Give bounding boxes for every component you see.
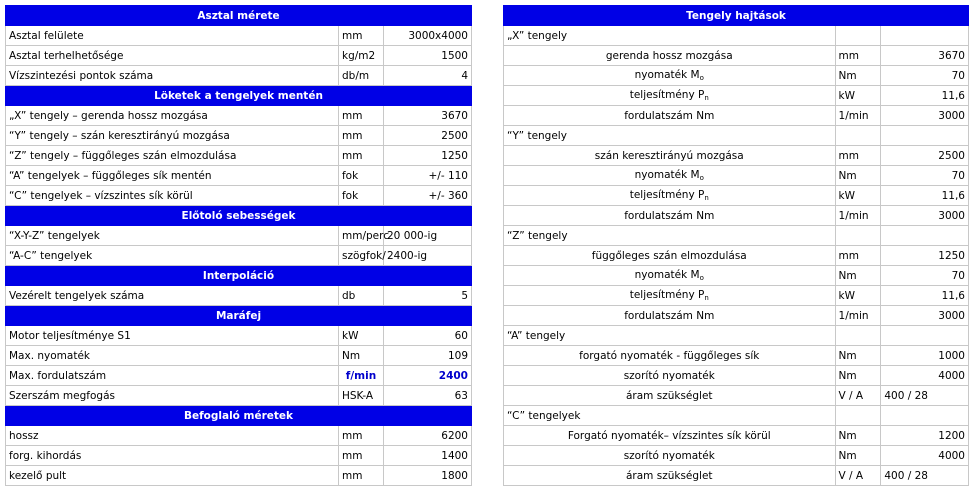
section-header-row [504,6,969,26]
section-title: Előtoló sebességek [6,206,472,226]
drive-label-text: teljesítmény P [629,289,705,301]
spec-unit: f/min [338,366,383,386]
section-title: Interpoláció [6,266,472,286]
drive-value: 1200 [881,426,969,446]
drive-label [504,466,836,486]
table-row [504,46,969,66]
drive-label [504,186,836,206]
drive-label-subscript: n [704,194,709,202]
section-title: Asztal mérete [6,6,472,26]
section-title: Löketek a tengelyek mentén [6,86,472,106]
spec-value: 6200 [384,426,472,446]
table-row [6,326,472,346]
drive-label [504,86,836,106]
spec-label: Vezérelt tengelyek száma [6,286,339,306]
spec-value: 1400 [384,446,472,466]
table-row [504,186,969,206]
drive-unit: Nm [835,66,881,86]
drive-value: 70 [881,166,969,186]
drive-unit: Nm [835,346,881,366]
table-row [6,186,472,206]
table-row [504,86,969,106]
section-title: Befoglaló méretek [6,406,472,426]
table-row [504,146,969,166]
drive-value: 1250 [881,246,969,266]
section-title: Tengely hajtások [504,6,969,26]
table-row [6,386,472,406]
drive-value: 3670 [881,46,969,66]
drive-label-text: nyomaték M [634,269,700,281]
axis-group-row [504,26,969,46]
table-row [504,106,969,126]
drive-unit: 1/min [835,206,881,226]
drive-label-text: áram szükséglet [625,389,713,402]
drive-label-text: fordulatszám Nm [624,109,715,122]
table-row [6,286,472,306]
drive-label [504,346,836,366]
drive-unit: kW [835,186,881,206]
axis-group-name: “Z” tengely [504,226,836,246]
table-row [6,426,472,446]
drive-label-text: Forgató nyomaték– vízszintes sík körül [567,429,771,442]
drive-label-text: teljesítmény P [629,189,705,201]
table-row [504,166,969,186]
drive-label-text: szán keresztirányú mozgása [594,149,744,162]
spec-label: “A” tengelyek – függőleges sík mentén [6,166,339,186]
drive-label [504,46,836,66]
axis-group-row [504,406,969,426]
spec-label: „X” tengely – gerenda hossz mozgása [6,106,339,126]
drive-value: 4000 [881,366,969,386]
drive-unit: 1/min [835,106,881,126]
empty-cell [881,326,969,346]
drive-label [504,246,836,266]
spec-label: Vízszintezési pontok száma [6,66,339,86]
empty-cell [835,406,881,426]
drive-label-text: nyomaték M [634,169,700,181]
drive-label [504,366,836,386]
drive-unit: mm [835,146,881,166]
spec-label: Asztal felülete [6,26,339,46]
spec-unit: HSK-A [338,386,383,406]
table-row [504,446,969,466]
drive-label-subscript: o [699,274,704,282]
drive-label-text: áram szükséglet [625,469,713,482]
spec-unit: kg/m2 [338,46,383,66]
table-row [504,426,969,446]
drive-value: 70 [881,66,969,86]
drive-label [504,206,836,226]
drive-unit: Nm [835,446,881,466]
table-row [504,306,969,326]
drive-unit: Nm [835,426,881,446]
drive-unit: kW [835,286,881,306]
drive-value: 70 [881,266,969,286]
table-row [6,246,472,266]
empty-cell [835,126,881,146]
table-row [6,126,472,146]
section-header-row [6,206,472,226]
spec-label: “Z” tengely – függőleges szán elmozdulása [6,146,339,166]
drive-unit: V / A [835,386,881,406]
table-row [504,66,969,86]
spec-value: +/- 360 [384,186,472,206]
empty-cell [835,326,881,346]
spec-label: Max. nyomaték [6,346,339,366]
spec-unit: Nm [338,346,383,366]
empty-cell [881,26,969,46]
drive-unit: kW [835,86,881,106]
section-header-row [6,86,472,106]
drive-value: 4000 [881,446,969,466]
spec-label: Szerszám megfogás [6,386,339,406]
axis-group-name: „X” tengely [504,26,836,46]
drive-label [504,286,836,306]
section-header-row [6,6,472,26]
drive-unit: Nm [835,266,881,286]
spec-value: 5 [384,286,472,306]
drive-label [504,426,836,446]
axis-group-row [504,326,969,346]
section-header-row [6,306,472,326]
axis-group-name: “Y” tengely [504,126,836,146]
table-row [6,346,472,366]
drive-value: 2500 [881,146,969,166]
drive-label [504,266,836,286]
drive-label-subscript: n [704,94,709,102]
spec-unit: mm [338,446,383,466]
spec-label: Asztal terhelhetősége [6,46,339,66]
spec-label: kezelő pult [6,466,339,486]
spec-value: 2400 [384,366,472,386]
drive-value: 1000 [881,346,969,366]
drive-value: 400 / 28 [881,466,969,486]
left-spec-table [5,5,472,486]
drive-label [504,306,836,326]
table-row [6,66,472,86]
table-row [504,346,969,366]
spec-unit: kW [338,326,383,346]
drive-label-subscript: o [699,174,704,182]
section-header-row [6,406,472,426]
drive-unit: mm [835,246,881,266]
empty-cell [835,26,881,46]
empty-cell [881,126,969,146]
spec-unit: szögfok/ [338,246,383,266]
spec-value: 1500 [384,46,472,66]
axis-group-row [504,126,969,146]
table-row [6,46,472,66]
table-row [504,266,969,286]
spec-unit: mm [338,126,383,146]
table-row [504,206,969,226]
spec-unit: fok [338,186,383,206]
drive-unit: Nm [835,166,881,186]
spec-unit: mm [338,146,383,166]
spec-value: 60 [384,326,472,346]
spec-value: 109 [384,346,472,366]
spec-value: 1800 [384,466,472,486]
spec-label: forg. kihordás [6,446,339,466]
drive-label [504,106,836,126]
drive-value: 400 / 28 [881,386,969,406]
spec-label: hossz [6,426,339,446]
drive-unit: mm [835,46,881,66]
spec-unit: mm [338,106,383,126]
empty-cell [881,226,969,246]
spec-label: Max. fordulatszám [6,366,339,386]
spec-label: “A-C” tengelyek [6,246,339,266]
drive-unit: 1/min [835,306,881,326]
spec-unit: mm [338,26,383,46]
table-row [504,466,969,486]
table-row [504,246,969,266]
drive-value: 3000 [881,206,969,226]
spec-value: 2400-ig [384,246,472,266]
table-row [504,286,969,306]
axis-group-name: “C” tengelyek [504,406,836,426]
drive-value: 3000 [881,106,969,126]
drive-label-subscript: n [704,294,709,302]
spec-label: “Y” tengely – szán keresztirányú mozgása [6,126,339,146]
drive-label [504,386,836,406]
section-header-row [6,266,472,286]
empty-cell [881,406,969,426]
table-row [6,106,472,126]
spec-unit: db/m [338,66,383,86]
spec-unit: mm/perc [338,226,383,246]
drive-label-text: függőleges szán elmozdulása [591,249,747,262]
table-row [6,226,472,246]
drive-label [504,166,836,186]
spec-value: 3000x4000 [384,26,472,46]
drive-label [504,446,836,466]
spec-unit: fok [338,166,383,186]
table-row [6,466,472,486]
table-row [6,26,472,46]
spec-value: 1250 [384,146,472,166]
empty-cell [835,226,881,246]
table-row [504,366,969,386]
drive-label-text: fordulatszám Nm [624,309,715,322]
table-row [504,386,969,406]
drive-unit: V / A [835,466,881,486]
spec-value: +/- 110 [384,166,472,186]
drive-unit: Nm [835,366,881,386]
spec-value: 4 [384,66,472,86]
drive-label-text: szorító nyomaték [623,369,715,382]
drive-label [504,66,836,86]
table-row [6,366,472,386]
spec-label: Motor teljesítménye S1 [6,326,339,346]
spec-value: 63 [384,386,472,406]
spec-unit: mm [338,466,383,486]
axis-drives-table [503,5,969,486]
table-row [6,146,472,166]
drive-label [504,146,836,166]
drive-value: 11,6 [881,86,969,106]
spec-value: 20 000-ig [384,226,472,246]
drive-label-subscript: o [699,74,704,82]
drive-label-text: forgató nyomaték - függőleges sík [579,349,760,362]
axis-group-row [504,226,969,246]
drive-label-text: szorító nyomaték [623,449,715,462]
drive-label-text: fordulatszám Nm [624,209,715,222]
drive-label-text: teljesítmény P [629,89,705,101]
spec-value: 2500 [384,126,472,146]
drive-value: 11,6 [881,186,969,206]
spec-unit: mm [338,426,383,446]
drive-value: 11,6 [881,286,969,306]
axis-group-name: “A” tengely [504,326,836,346]
spec-label: “X-Y-Z” tengelyek [6,226,339,246]
table-row [6,446,472,466]
drive-label-text: gerenda hossz mozgása [605,49,733,62]
spec-unit: db [338,286,383,306]
drive-value: 3000 [881,306,969,326]
spec-label: “C” tengelyek – vízszintes sík körül [6,186,339,206]
spec-value: 3670 [384,106,472,126]
table-row [6,166,472,186]
drive-label-text: nyomaték M [634,69,700,81]
section-title: Maráfej [6,306,472,326]
